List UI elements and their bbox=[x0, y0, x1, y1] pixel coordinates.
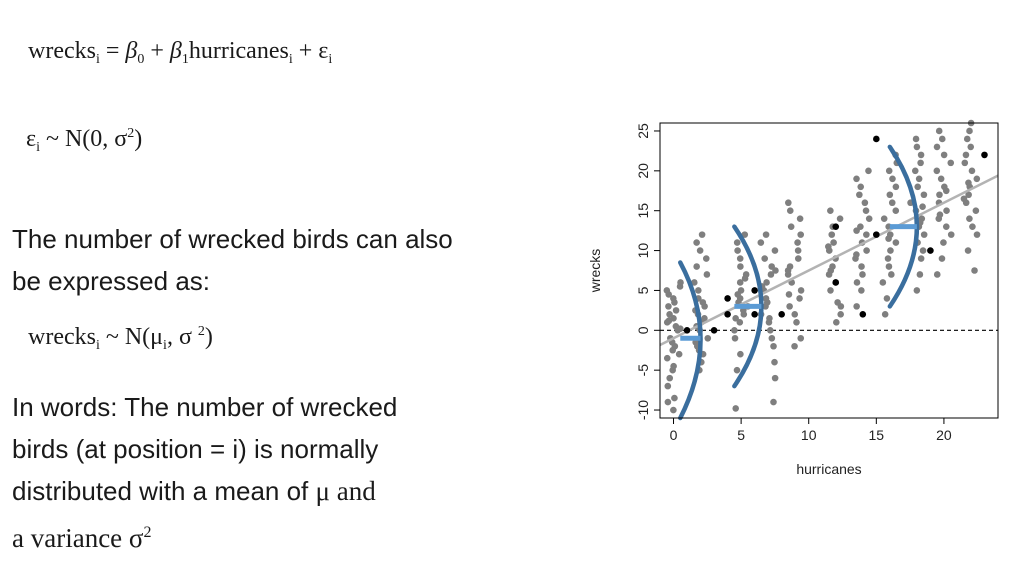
simulated-point bbox=[974, 231, 981, 238]
observed-point bbox=[873, 231, 880, 238]
equation-normal: wrecks$_i$ ~ $N(\mu_i$, σ $^2$) bbox=[28, 324, 213, 353]
paragraph-line: The number of wrecked birds can also bbox=[12, 224, 453, 254]
simulated-point bbox=[673, 307, 680, 314]
simulated-point bbox=[866, 215, 873, 222]
simulated-point bbox=[947, 160, 954, 167]
simulated-point bbox=[830, 239, 837, 246]
simulated-point bbox=[939, 255, 946, 262]
simulated-point bbox=[858, 263, 865, 270]
paragraph-line: birds (at position = i) is normally bbox=[12, 434, 379, 464]
observed-point bbox=[981, 152, 988, 159]
simulated-point bbox=[764, 299, 771, 306]
observed-point bbox=[724, 295, 731, 302]
simulated-point bbox=[914, 287, 921, 294]
simulated-point bbox=[665, 383, 672, 390]
simulated-point bbox=[737, 263, 744, 270]
simulated-point bbox=[734, 239, 741, 246]
simulated-point bbox=[856, 191, 863, 198]
simulated-point bbox=[885, 235, 892, 242]
simulated-point bbox=[920, 247, 927, 254]
simulated-point bbox=[966, 128, 973, 135]
simulated-point bbox=[703, 255, 710, 262]
simulated-point bbox=[767, 327, 774, 334]
simulated-point bbox=[797, 215, 804, 222]
simulated-point bbox=[693, 239, 700, 246]
simulated-point bbox=[677, 325, 684, 332]
x-tick-label: 20 bbox=[936, 427, 952, 443]
simulated-point bbox=[936, 191, 943, 198]
simulated-point bbox=[893, 183, 900, 190]
simulated-point bbox=[769, 335, 776, 342]
simulated-point bbox=[827, 287, 834, 294]
equation-error: $\varepsilon_i$ ~ N(0, $\sigma^2$) bbox=[26, 126, 143, 155]
simulated-point bbox=[884, 295, 891, 302]
simulated-point bbox=[865, 168, 872, 175]
paragraph-expressed-as bbox=[12, 218, 453, 302]
simulated-point bbox=[961, 160, 968, 167]
simulated-point bbox=[665, 399, 672, 406]
simulated-point bbox=[797, 335, 804, 342]
simulated-point bbox=[666, 375, 673, 382]
simulated-point bbox=[785, 199, 792, 206]
simulated-point bbox=[772, 375, 779, 382]
simulated-point bbox=[917, 160, 924, 167]
observed-point bbox=[873, 136, 880, 143]
simulated-point bbox=[786, 303, 793, 310]
y-tick-label: -10 bbox=[635, 399, 651, 421]
y-tick-label: 15 bbox=[635, 202, 651, 219]
simulated-point bbox=[914, 183, 921, 190]
simulated-point bbox=[969, 223, 976, 230]
simulated-point bbox=[887, 191, 894, 198]
simulated-point bbox=[833, 319, 840, 326]
simulated-point bbox=[827, 267, 834, 274]
simulated-point bbox=[693, 263, 700, 270]
simulated-point bbox=[934, 168, 941, 175]
simulated-point bbox=[699, 231, 706, 238]
simulated-point bbox=[795, 255, 802, 262]
simulated-point bbox=[858, 287, 865, 294]
simulated-point bbox=[737, 255, 744, 262]
x-axis-label: hurricanes bbox=[796, 461, 862, 477]
simulated-point bbox=[798, 287, 805, 294]
simulated-point bbox=[921, 231, 928, 238]
paragraph-line: a variance $\sigma^2$ bbox=[12, 523, 152, 553]
simulated-point bbox=[886, 263, 893, 270]
paragraph-in-words bbox=[12, 386, 397, 559]
simulated-point bbox=[796, 295, 803, 302]
simulated-point bbox=[788, 223, 795, 230]
y-tick-label: 25 bbox=[635, 123, 651, 139]
simulated-point bbox=[934, 144, 941, 151]
simulated-point bbox=[912, 168, 919, 175]
simulated-point bbox=[941, 152, 948, 159]
simulated-point bbox=[742, 275, 749, 282]
simulated-point bbox=[965, 179, 972, 186]
simulated-point bbox=[669, 347, 676, 354]
simulated-point bbox=[772, 267, 779, 274]
simulated-point bbox=[853, 303, 860, 310]
x-tick-label: 10 bbox=[800, 427, 817, 443]
simulated-point bbox=[882, 311, 889, 318]
simulated-point bbox=[917, 271, 924, 278]
simulated-point bbox=[761, 255, 768, 262]
simulated-point bbox=[665, 303, 672, 310]
simulated-point bbox=[731, 327, 738, 334]
equation-model: wrecks$_i$ = $\beta_0$ + $\beta_1hurricanes_i + \varepsilon_i$ bbox=[28, 38, 333, 67]
x-tick-label: 5 bbox=[737, 427, 746, 443]
simulated-point bbox=[889, 199, 896, 206]
simulated-point bbox=[763, 231, 770, 238]
paragraph-line: distributed with a mean of μ and bbox=[12, 476, 376, 506]
simulated-point bbox=[913, 136, 920, 143]
simulated-point bbox=[734, 367, 741, 374]
simulated-point bbox=[863, 231, 870, 238]
simulated-point bbox=[770, 343, 777, 350]
simulated-point bbox=[666, 311, 673, 318]
observed-point bbox=[684, 327, 691, 334]
simulated-point bbox=[677, 279, 684, 286]
observed-point bbox=[751, 311, 758, 318]
x-tick-label: 0 bbox=[669, 427, 678, 443]
simulated-point bbox=[938, 176, 945, 183]
simulated-point bbox=[732, 315, 739, 322]
simulated-point bbox=[939, 136, 946, 143]
simulated-point bbox=[943, 207, 950, 214]
simulated-point bbox=[853, 251, 860, 258]
simulated-point bbox=[936, 128, 943, 135]
simulated-point bbox=[934, 271, 941, 278]
observed-point bbox=[724, 311, 731, 318]
scatter-chart bbox=[580, 108, 1012, 508]
simulated-point bbox=[794, 239, 801, 246]
simulated-point bbox=[857, 183, 864, 190]
simulated-point bbox=[885, 255, 892, 262]
simulated-point bbox=[700, 299, 707, 306]
simulated-point bbox=[664, 287, 671, 294]
y-tick-label: 5 bbox=[635, 286, 651, 295]
observed-point bbox=[778, 311, 785, 318]
simulated-point bbox=[853, 227, 860, 234]
simulated-point bbox=[880, 279, 887, 286]
simulated-point bbox=[795, 247, 802, 254]
simulated-point bbox=[697, 247, 704, 254]
simulated-point bbox=[888, 271, 895, 278]
simulated-point bbox=[766, 315, 773, 322]
simulated-point bbox=[758, 239, 765, 246]
observed-point bbox=[751, 287, 758, 294]
simulated-point bbox=[964, 136, 971, 143]
simulated-point bbox=[770, 399, 777, 406]
simulated-point bbox=[670, 407, 677, 414]
simulated-point bbox=[854, 279, 861, 286]
simulated-point bbox=[943, 187, 950, 194]
y-tick-label: 20 bbox=[635, 163, 651, 179]
simulated-point bbox=[732, 405, 739, 412]
simulated-point bbox=[971, 267, 978, 274]
simulated-point bbox=[787, 207, 794, 214]
simulated-point bbox=[786, 291, 793, 298]
simulated-point bbox=[948, 231, 955, 238]
simulated-point bbox=[704, 271, 711, 278]
simulated-point bbox=[886, 168, 893, 175]
simulated-point bbox=[921, 191, 928, 198]
simulated-point bbox=[916, 176, 923, 183]
simulated-point bbox=[892, 207, 899, 214]
simulated-point bbox=[889, 176, 896, 183]
simulated-point bbox=[963, 152, 970, 159]
simulated-point bbox=[737, 351, 744, 358]
paragraph-line: In words: The number of wrecked bbox=[12, 392, 398, 422]
paragraph-line: be expressed as: bbox=[12, 266, 211, 296]
simulated-point bbox=[887, 247, 894, 254]
simulated-point bbox=[704, 335, 711, 342]
simulated-point bbox=[834, 299, 841, 306]
simulated-point bbox=[827, 207, 834, 214]
simulated-point bbox=[853, 176, 860, 183]
simulated-point bbox=[825, 243, 832, 250]
simulated-point bbox=[974, 176, 981, 183]
simulated-point bbox=[918, 152, 925, 159]
simulated-point bbox=[695, 287, 702, 294]
simulated-point bbox=[969, 168, 976, 175]
simulated-point bbox=[914, 144, 921, 151]
simulated-point bbox=[771, 359, 778, 366]
simulated-point bbox=[671, 395, 678, 402]
simulated-point bbox=[965, 247, 972, 254]
simulated-point bbox=[791, 311, 798, 318]
observed-point bbox=[832, 279, 839, 286]
simulated-point bbox=[893, 239, 900, 246]
simulated-point bbox=[863, 247, 870, 254]
y-axis-label: wrecks bbox=[587, 248, 603, 293]
observed-point bbox=[860, 311, 867, 318]
simulated-point bbox=[940, 239, 947, 246]
simulated-point bbox=[734, 247, 741, 254]
simulated-point bbox=[793, 319, 800, 326]
simulated-point bbox=[664, 355, 671, 362]
simulated-point bbox=[967, 144, 974, 151]
simulated-point bbox=[797, 231, 804, 238]
y-tick-label: -5 bbox=[635, 363, 651, 377]
simulated-point bbox=[862, 199, 869, 206]
simulated-point bbox=[670, 363, 677, 370]
simulated-point bbox=[791, 343, 798, 350]
simulated-point bbox=[937, 211, 944, 218]
observed-point bbox=[711, 327, 718, 334]
regression-line bbox=[660, 176, 998, 345]
simulated-point bbox=[943, 223, 950, 230]
simulated-point bbox=[837, 311, 844, 318]
simulated-point bbox=[919, 203, 926, 210]
simulated-point bbox=[785, 267, 792, 274]
simulated-point bbox=[973, 207, 980, 214]
simulated-point bbox=[863, 207, 870, 214]
simulated-point bbox=[772, 247, 779, 254]
simulated-point bbox=[918, 255, 925, 262]
y-tick-label: 10 bbox=[635, 242, 651, 259]
simulated-point bbox=[966, 215, 973, 222]
simulated-point bbox=[676, 351, 683, 358]
simulated-point bbox=[734, 291, 741, 298]
y-tick-label: 0 bbox=[635, 326, 651, 335]
simulated-point bbox=[666, 317, 673, 324]
simulated-point bbox=[732, 335, 739, 342]
simulated-point bbox=[837, 215, 844, 222]
simulated-point bbox=[828, 231, 835, 238]
observed-point bbox=[832, 223, 839, 230]
simulated-point bbox=[881, 215, 888, 222]
simulated-point bbox=[859, 271, 866, 278]
observed-point bbox=[927, 247, 934, 254]
simulated-point bbox=[961, 195, 968, 202]
x-tick-label: 15 bbox=[868, 427, 885, 443]
